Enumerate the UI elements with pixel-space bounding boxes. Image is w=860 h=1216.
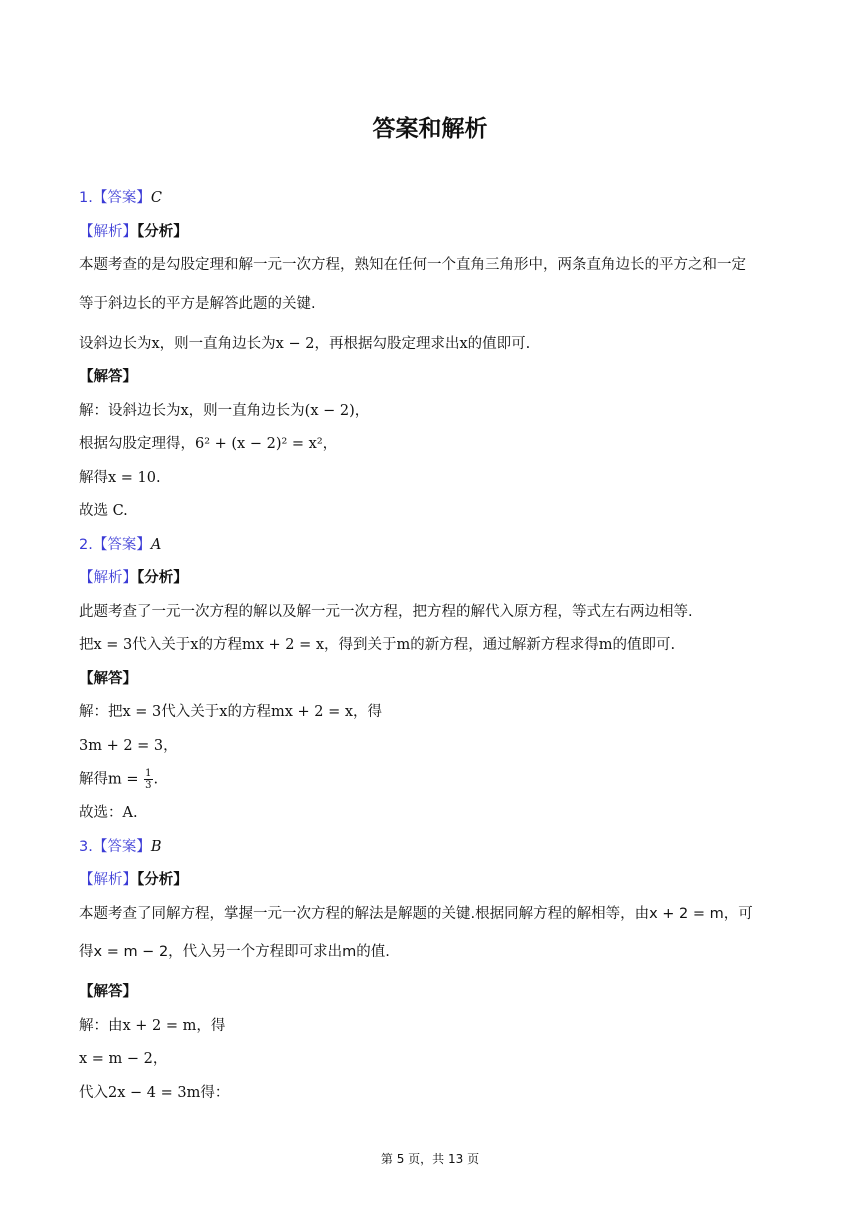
solution-step-fraction: 解得m = $\frac{1}{3}$ . [79, 768, 159, 791]
analysis-tags-3: 【解析】【分析】 [79, 872, 188, 888]
page-footer: 第 5 页，共 13 页 [380, 1152, 480, 1166]
answer-content [79, 187, 789, 1115]
solution-step: 解：把x = 3代入关于x的方程mx + 2 = x，得 [79, 704, 383, 720]
analysis-text-1b: 设斜边长为x，则一直角边长为x − 2，再根据勾股定理求出x的值即可. [79, 335, 531, 352]
solution-step: 根据勾股定理得，6² + (x − 2)² = x²， [79, 436, 338, 452]
answer-line-3: 3.【答案】B [79, 838, 162, 855]
fraction: $\frac{1}{3}$ [145, 768, 152, 791]
solution-step: 3m + 2 = 3， [79, 737, 178, 754]
solution-step: 故选 C. [79, 503, 128, 519]
solution-step: 故选：A. [79, 805, 138, 821]
solution-tag-2: 【解答】 [79, 670, 137, 687]
solution-step: 解：由x + 2 = m，得 [79, 1017, 226, 1034]
solution-tag-1: 【解答】 [79, 369, 137, 385]
analysis-tags-2: 【解析】【分析】 [79, 570, 188, 586]
analysis-text-1: 本题考查的是勾股定理和解一元一次方程，熟知在任何一个直角三角形中，两条直角边长的平方之和一定 等于斜边长的平方是解答此题的关键. [79, 257, 746, 312]
page-title: 答案和解析 [372, 116, 488, 142]
answer-line-2: 2.【答案】A [79, 536, 162, 553]
analysis-tags-1: 【解析】【分析】 [79, 223, 188, 240]
solution-tag-3: 【解答】 [79, 984, 137, 1000]
answer-line-1: 1.【答案】C [79, 190, 162, 206]
solution-step: 解得x = 10. [79, 469, 161, 486]
solution-step: x = m − 2， [79, 1051, 168, 1067]
analysis-text-2b: 把x = 3代入关于x的方程mx + 2 = x，得到关于m的新方程，通过解新方程求得m的值即可. [79, 637, 676, 653]
analysis-text-2: 此题考查了一元一次方程的解以及解一元一次方程，把方程的解代入原方程，等式左右两边相等. [79, 603, 693, 620]
solution-step: 解：设斜边长为x，则一直角边长为(x − 2)， [79, 402, 370, 419]
analysis-text-3: 本题考查了同解方程，掌握一元一次方程的解法是解题的关键.根据同解方程的解相等，由x + 2 = m，可 得x = m − 2，代入另一个方程即可求出m的值. [79, 905, 753, 960]
solution-step: 代入2x − 4 = 3m得： [79, 1084, 230, 1101]
